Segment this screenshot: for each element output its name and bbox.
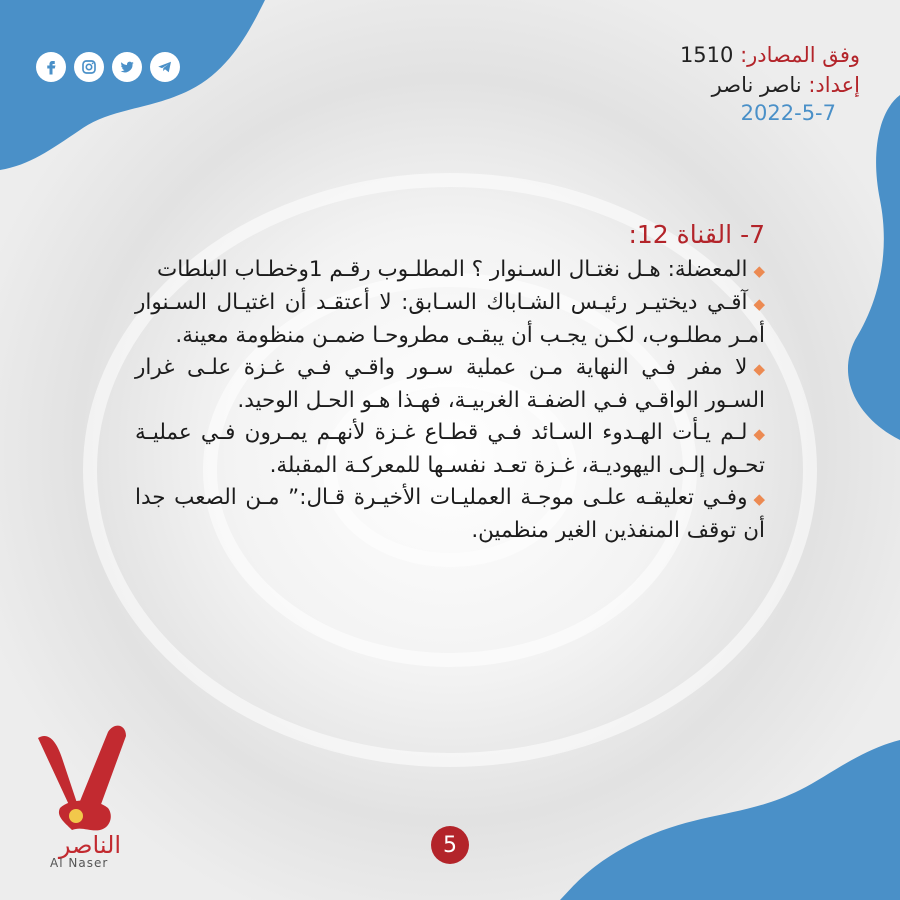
section-heading: 7- القناة 12:	[628, 220, 765, 249]
list-item	[135, 482, 765, 547]
list-item-text: المعضلة: هـل نغتـال السـنوار ؟ المطلـوب رقـم 1وخطـاب البلطات	[157, 257, 748, 282]
diamond-bullet-icon: ◆	[753, 360, 765, 378]
telegram-icon[interactable]	[150, 52, 180, 82]
list-item-text: آقـي ديختيـر رئيـس الشـاباك السـابق: لا أعتقـد أن اغتيـال السـنوار أمـر مطلـوب، لكـن يجـب أن يبقـى مطروحـا ضمـن منظومة معينة.	[135, 290, 765, 348]
sources-count: 1510	[679, 43, 734, 67]
prepared-by-line	[680, 70, 860, 100]
list-item	[135, 287, 765, 352]
source-info	[680, 40, 860, 126]
instagram-icon[interactable]	[74, 52, 104, 82]
diamond-bullet-icon: ◆	[753, 490, 765, 508]
list-item	[135, 352, 765, 417]
social-links	[36, 52, 180, 82]
list-item-text: لا مفر فـي النهاية مـن عملية سـور واقـي فـي غـزة علـى غرار السـور الواقـي فـي الضفـة الغربيـة، فهـذا هـو الحـل الوحيد.	[135, 355, 765, 413]
diamond-bullet-icon: ◆	[753, 425, 765, 443]
page-number: 5	[431, 826, 469, 864]
list-item	[135, 254, 765, 287]
diamond-bullet-icon: ◆	[753, 295, 765, 313]
prepared-by-label: إعداد:	[808, 73, 860, 97]
facebook-icon[interactable]	[36, 52, 66, 82]
svg-text:الناصر: الناصر	[58, 831, 122, 859]
logo-english-text: Al Naser	[50, 856, 109, 870]
list-item	[135, 417, 765, 482]
al-naser-logo	[30, 718, 150, 878]
publish-date: 2022-5-7	[740, 101, 836, 125]
prepared-by-name: ناصر ناصر	[711, 73, 802, 97]
sources-label: وفق المصادر:	[740, 43, 860, 67]
twitter-icon[interactable]	[112, 52, 142, 82]
list-item-text: وفـي تعليقـه علـى موجـة العمليـات الأخيـرة قـال:” مـن الصعب جدا أن توقف المنفذين الغير منظمين.	[135, 485, 765, 543]
sources-line	[680, 40, 860, 70]
list-item-text: لـم يـأت الهـدوء السـائد فـي قطـاع غـزة لأنهـم يمـرون فـي عمليـة تحـول إلـى اليهوديـة، غـزة تعـد نفسـها للمعركـة المقبلة.	[135, 420, 765, 478]
article-content	[135, 218, 765, 547]
diamond-bullet-icon: ◆	[753, 262, 765, 280]
